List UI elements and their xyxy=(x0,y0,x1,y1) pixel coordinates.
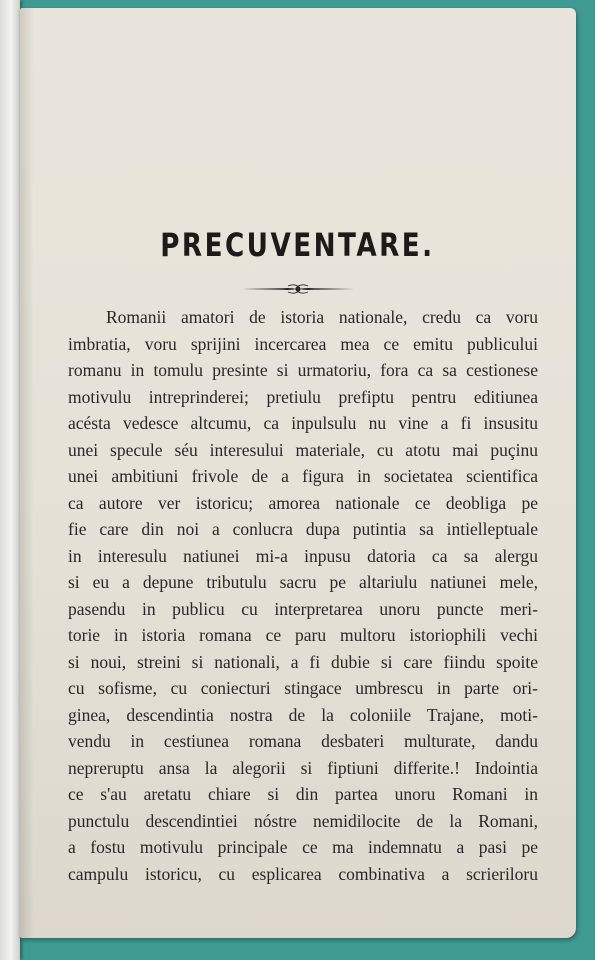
text-line: campulu istoricu, cu esplicarea combinativa a scrieriloru xyxy=(68,863,538,884)
text-line: fie care din noi a conlucra dupa putintia sa intielleptuale xyxy=(68,519,538,539)
text-line: unei specule séu interesului materiale, cu atotu mai puçinu xyxy=(68,439,538,460)
book-cover-edge xyxy=(0,0,20,960)
text-line: ginea, descendintia nostra de la coloniile Trajane, moti- xyxy=(68,704,538,725)
page-heading: PRECUVENTARE. xyxy=(160,226,435,264)
text-line: ce s'au aretatu chiare si din partea unoru Romani in xyxy=(68,784,538,804)
text-line: Romanii amatori de istoria nationale, credu ca voru xyxy=(106,307,538,327)
text-line: torie in istoria romana ce paru multoru istoriophili vechi xyxy=(68,625,538,645)
ornamental-rule-icon xyxy=(242,283,354,295)
text-line: punctulu descendintiei nóstre nemidilocite de la Romani, xyxy=(68,810,538,831)
text-line: acésta vedesce altcumu, ca inpulsulu nu vine a fi insusitu xyxy=(68,413,538,433)
text-line: cu sofisme, cu coniecturi stingace umbrescu in parte ori- xyxy=(68,678,538,698)
text-line: in interesulu natiunei mi-a inpusu datoria ca sa alergu xyxy=(68,545,538,566)
text-line: vendu in cestiunea romana desbateri multurate, dandu xyxy=(68,731,538,751)
text-line: motivulu intreprinderei; pretiulu prefiptu pentru editiunea xyxy=(68,386,538,407)
text-line: a fostu motivulu principale ce ma indemnatu a pasi pe xyxy=(68,837,538,857)
text-line: nepreruptu ansa la alegorii si fiptiuni differite.! Indointia xyxy=(68,757,538,778)
text-line: unei ambitiuni frivole de a figura in societatea scientifica xyxy=(68,466,538,486)
text-line: imbratia, voru sprijini incercarea mea ce emitu publicului xyxy=(68,333,538,354)
text-line: si eu a depune tributulu sacru pe altariulu natiunei mele, xyxy=(68,572,538,592)
text-line: ca autore ver istoricu; amorea nationale ce deobliga pe xyxy=(68,492,538,513)
text-line: pasendu in publicu cu interpretarea unoru puncte meri- xyxy=(68,598,538,619)
text-line: si noui, streini si nationali, a fi dubie si care fiindu spoite xyxy=(68,651,538,672)
text-line: romanu in tomulu presinte si urmatoriu, fora ca sa cestionese xyxy=(68,360,538,380)
body-text xyxy=(68,304,538,887)
